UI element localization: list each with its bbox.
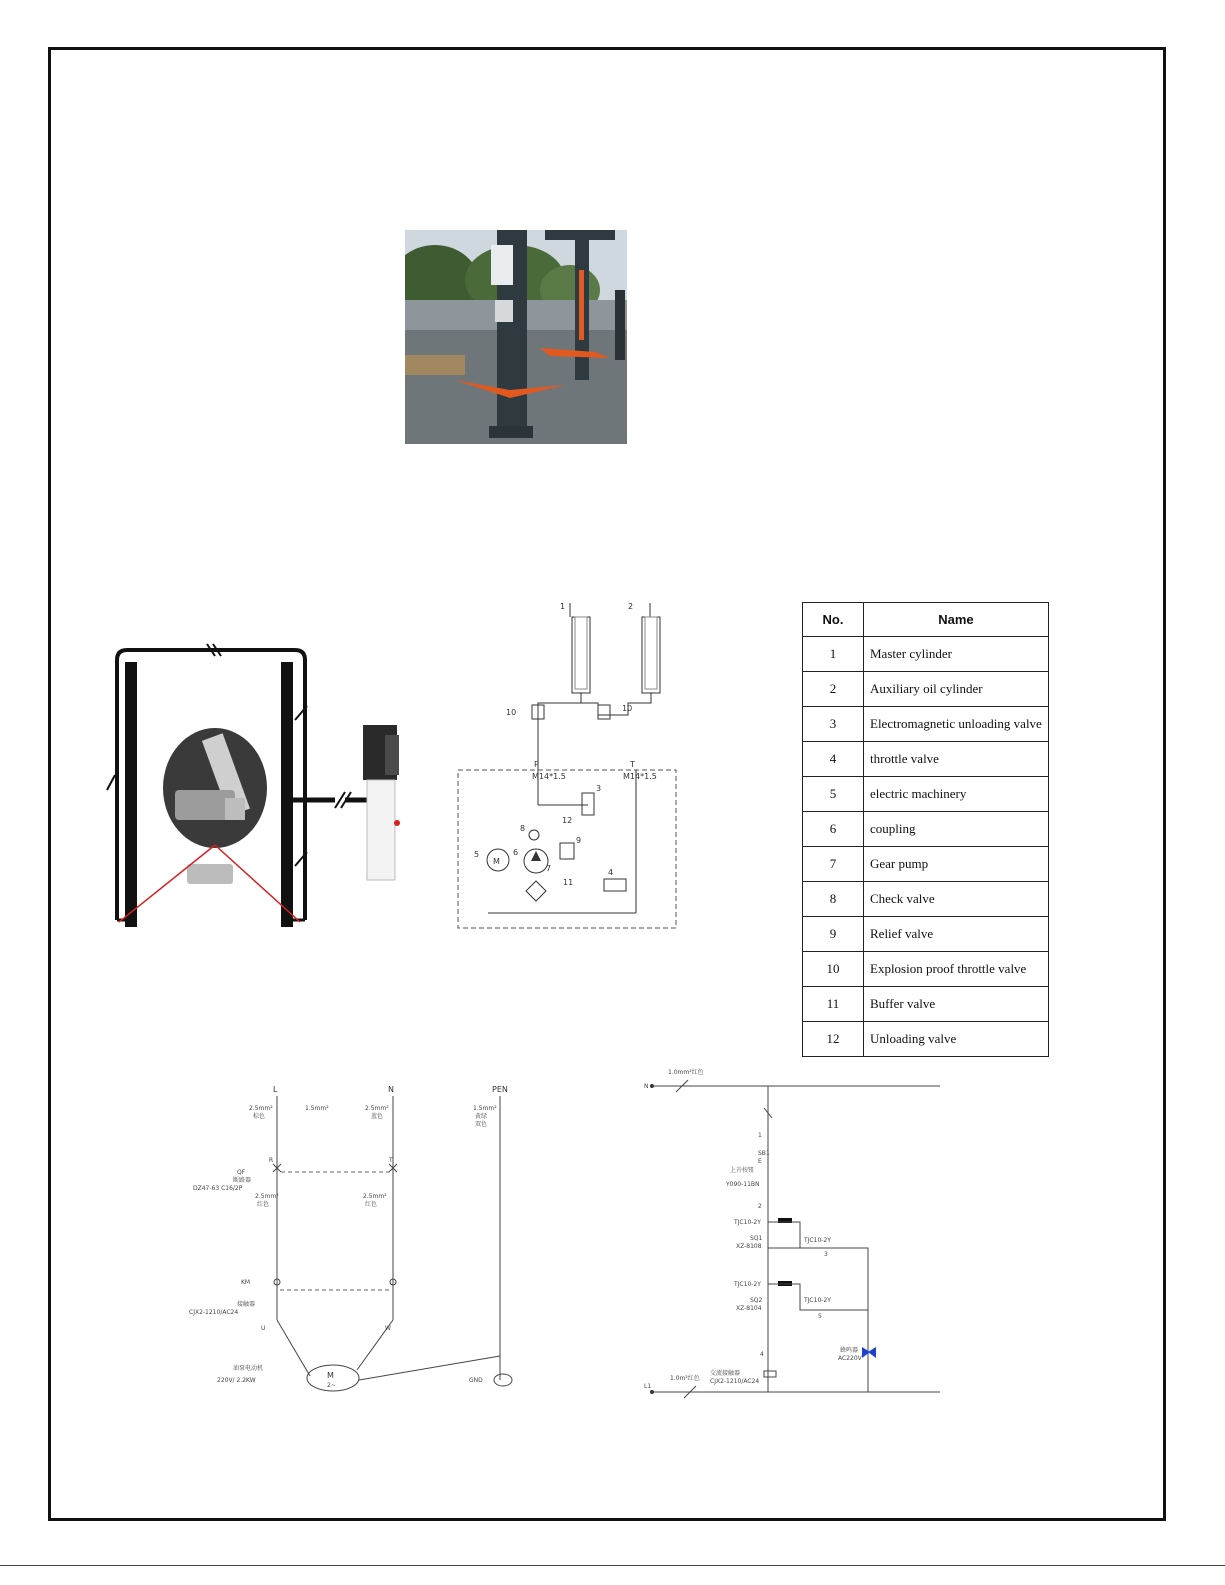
cyl1-label: 1 [560,602,566,611]
pc-wire-N-color: 蓝色 [371,1113,384,1120]
pc-wire-R: 2.5mm² [255,1193,279,1200]
n4-label: 4 [608,868,614,877]
lift-cylinder-figure [95,640,425,940]
table-row [803,917,1049,952]
cc-top-wire: 1.0mm²红色 [668,1069,704,1076]
row-no: 11 [803,987,864,1022]
row-no: 8 [803,882,864,917]
table-row [803,777,1049,812]
table-row [803,742,1049,777]
port-t-label: T [630,760,635,769]
row-name: Relief valve [864,917,1049,952]
cc-n1: 1 [758,1132,762,1139]
pc-wire-mid: 1.5mm² [305,1105,329,1112]
row-name: Electromagnetic unloading valve [864,707,1049,742]
pc-QF: QF [237,1169,246,1176]
pc-motor-rating: 220V/ 2.2KW [217,1377,256,1384]
pc-KM: KM [241,1279,251,1286]
n3-label: 3 [596,784,602,793]
pc-breaker: 断路器 [233,1177,252,1184]
row-name: Check valve [864,882,1049,917]
pc-PEN: PEN [492,1085,508,1094]
n7-label: 7 [546,864,552,873]
cc-tjc2: TJC10-2Y [734,1281,761,1288]
table-row [803,1022,1049,1057]
motor-symbol: M [493,857,500,866]
pc-wire-N: 2.5mm² [365,1105,389,1112]
cc-contactor-model: CJX2-1210/AC24 [710,1378,760,1385]
cyl2-label: 2 [628,602,634,611]
cc-up-button: 上升按钮 [730,1167,755,1174]
n8-label: 8 [520,824,526,833]
cc-n2: 2 [758,1203,762,1210]
pc-N: N [388,1085,394,1094]
row-no: 1 [803,637,864,672]
pc-wire-L-color: 棕色 [253,1113,266,1120]
cc-contactor: 交流接触器 [710,1370,741,1377]
table-row [803,672,1049,707]
cc-buzzer-v: AC220V [838,1355,862,1362]
row-name: Explosion proof throttle valve [864,952,1049,987]
cc-tjc1: TJC10-2Y [734,1219,761,1226]
n12-label: 12 [562,816,573,825]
table-row [803,882,1049,917]
row-name: Master cylinder [864,637,1049,672]
n11-label: 11 [563,878,574,887]
pc-breaker-model: DZ47-63 C16/2P [193,1185,243,1192]
pc-contactor: 接触器 [237,1301,256,1308]
thread-t-label: M14*1.5 [623,772,657,781]
table-header-row [803,603,1049,637]
pc-R: R [269,1157,274,1164]
pc-gnd: GND [469,1377,483,1384]
n5-label: 5 [474,850,480,859]
cc-bottom-wire: 1.0m²红色 [670,1375,700,1382]
pc-wire-PEN: 1.5mm² [473,1105,497,1112]
cc-sq1: SQ1 [750,1235,763,1242]
row-no: 12 [803,1022,864,1057]
pc-contactor-model: CJX2-1210/AC24 [189,1309,239,1316]
port-p-label: P [534,760,539,769]
row-no: 3 [803,707,864,742]
pc-wire-L: 2.5mm² [249,1105,273,1112]
pc-motor-label: 油泵电动机 [233,1365,264,1372]
pc-wire-T: 2.5mm² [363,1193,387,1200]
row-no: 6 [803,812,864,847]
hydraulic-schematic [448,595,693,940]
row-no: 9 [803,917,864,952]
cc-N: N [644,1083,649,1090]
cc-sq2-model: XZ-8104 [736,1305,762,1312]
thread-p-label: M14*1.5 [532,772,566,781]
table-row [803,707,1049,742]
pc-motor-symbol: M [327,1371,334,1380]
lift-photo [405,230,627,444]
pc-wire-T-color: 红色 [365,1201,378,1208]
cc-tjc2b: TJC10-2Y [804,1297,831,1304]
row-name: Buffer valve [864,987,1049,1022]
row-name: electric machinery [864,777,1049,812]
table-row [803,812,1049,847]
cc-n5: 5 [818,1313,822,1320]
pc-W: W [385,1325,391,1332]
pc-U: U [261,1325,266,1332]
table-row [803,952,1049,987]
cc-L1: L1 [644,1383,652,1390]
cc-sq2: SQ2 [750,1297,763,1304]
header-name: Name [864,603,1049,637]
pc-L: L [273,1085,278,1094]
row-no: 7 [803,847,864,882]
cc-buzzer: 蜂鸣器 [840,1347,859,1354]
cc-sb1: SB1 [758,1150,770,1157]
cc-n4: 4 [760,1351,764,1358]
control-circuit-diagram [640,1062,950,1407]
row-no: 2 [803,672,864,707]
cc-button-model: Y090-11BN [726,1181,760,1188]
footer-rule [0,1565,1225,1566]
row-name: Unloading valve [864,1022,1049,1057]
row-no: 4 [803,742,864,777]
row-no: 5 [803,777,864,812]
pc-wire-PEN-c1: 黄绿 [475,1113,488,1120]
power-circuit-diagram [185,1080,545,1410]
table-row [803,987,1049,1022]
row-name: Gear pump [864,847,1049,882]
pc-wire-R-color: 红色 [257,1201,270,1208]
row-name: throttle valve [864,742,1049,777]
row-no: 10 [803,952,864,987]
cc-tjc1b: TJC10-2Y [804,1237,831,1244]
row-name: Auxiliary oil cylinder [864,672,1049,707]
header-no: No. [803,603,864,637]
valve10-left-label: 10 [506,708,517,717]
valve10-right-label: 10 [622,704,633,713]
n6-label: 6 [513,848,519,857]
cc-sb1-e: E [758,1158,762,1165]
table-row [803,847,1049,882]
parts-table [802,602,1049,1057]
row-name: coupling [864,812,1049,847]
pc-wire-PEN-c2: 双色 [475,1121,488,1128]
n9-label: 9 [576,836,582,845]
cc-n3: 3 [824,1251,828,1258]
pc-T: T [389,1157,393,1164]
cc-sq1-model: XZ-8108 [736,1243,762,1250]
table-row [803,637,1049,672]
pc-motor-phase: 2~ [327,1382,336,1389]
